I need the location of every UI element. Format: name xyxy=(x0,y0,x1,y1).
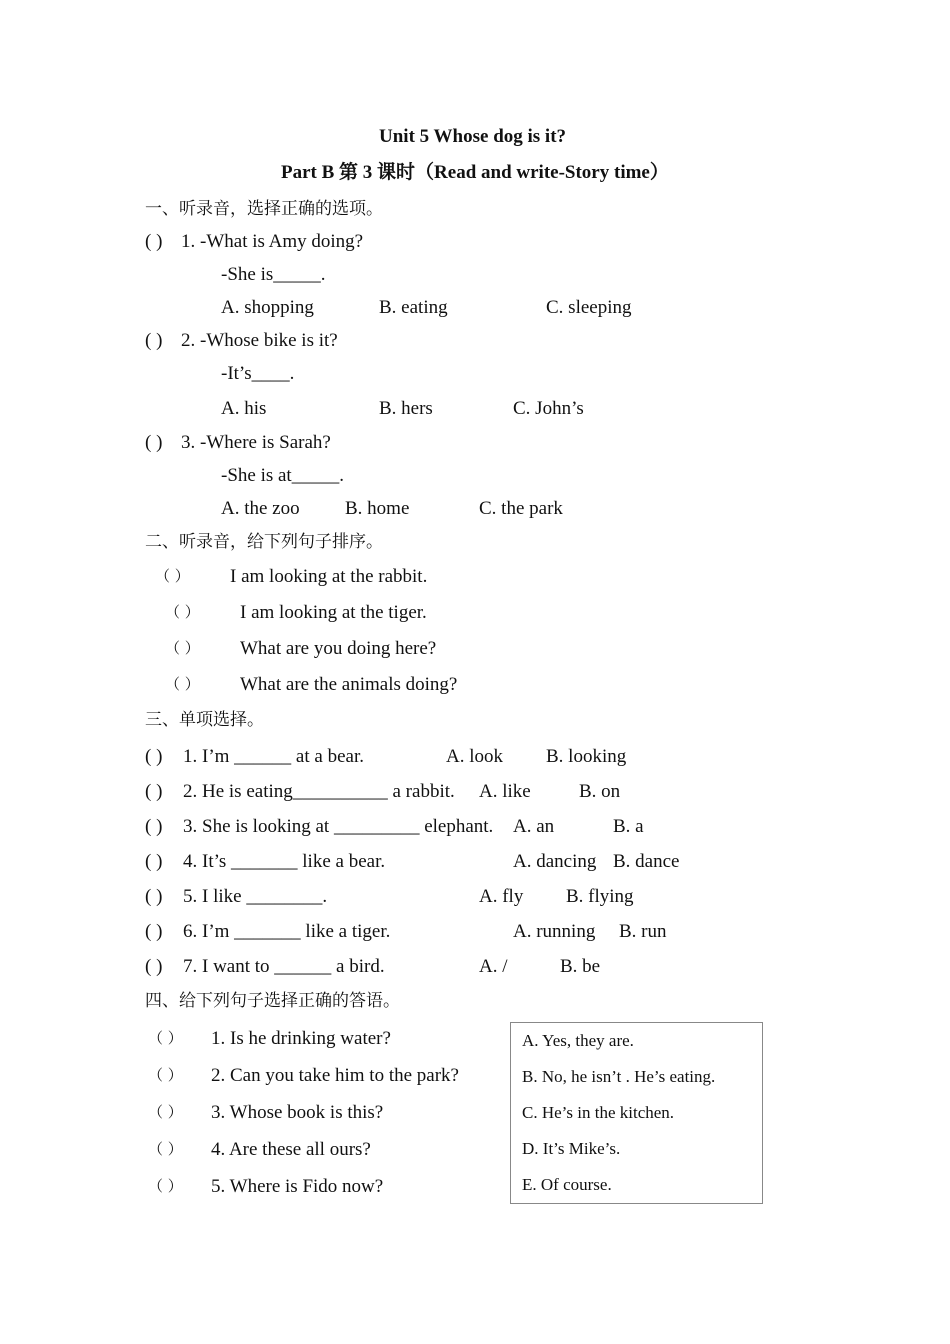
option-b: B. a xyxy=(613,816,644,837)
answer-option: E. Of course. xyxy=(522,1175,612,1194)
answer-blank[interactable]: ( ) xyxy=(145,816,163,837)
answer-option: C. He’s in the kitchen. xyxy=(522,1103,675,1122)
match-blank[interactable]: （ ） xyxy=(148,1066,183,1084)
option-a: A. look xyxy=(446,746,503,767)
page-subtitle: Part B 第 3 课时（Read and write-Story time） xyxy=(281,162,669,183)
question-text: 1. Is he drinking water? xyxy=(211,1028,391,1049)
section4-heading: 四、给下列句子选择正确的答语。 xyxy=(145,991,400,1011)
answer-blank[interactable]: ( ) xyxy=(145,851,163,872)
option-a: A. / xyxy=(479,956,508,977)
question-text: 4. Are these all ours? xyxy=(211,1139,371,1160)
answer-option: D. It’s Mike’s. xyxy=(522,1139,621,1158)
match-blank[interactable]: （ ） xyxy=(148,1177,183,1195)
answer-option: B. No, he isn’t . He’s eating. xyxy=(522,1067,716,1086)
option-a: A. shopping xyxy=(221,297,314,318)
section1-heading: 一、听录音，选择正确的选项。 xyxy=(145,199,383,219)
option-c: C. the park xyxy=(479,498,563,519)
question-answer-line: -She is at_____. xyxy=(221,465,344,486)
sentence-text: What are the animals doing? xyxy=(240,674,458,695)
option-b: B. hers xyxy=(379,398,433,419)
question-text: 2. Can you take him to the park? xyxy=(211,1065,459,1086)
option-a: A. dancing xyxy=(513,851,597,872)
question-text: 1. -What is Amy doing? xyxy=(181,231,364,252)
option-b: B. run xyxy=(619,921,667,942)
question-text: 2. He is eating__________ a rabbit. xyxy=(183,781,455,802)
question-text: 3. She is looking at _________ elephant. xyxy=(183,816,494,837)
order-blank[interactable]: （ ） xyxy=(165,603,200,621)
question-text: 5. I like ________. xyxy=(183,886,328,907)
question-answer-line: -She is_____. xyxy=(221,264,326,285)
order-blank[interactable]: （ ） xyxy=(165,639,200,657)
match-blank[interactable]: （ ） xyxy=(148,1140,183,1158)
question-text: 3. -Where is Sarah? xyxy=(181,432,331,453)
option-a: A. his xyxy=(221,398,267,419)
question-text: 1. I’m ______ at a bear. xyxy=(183,746,364,767)
option-a: A. running xyxy=(513,921,596,942)
match-blank[interactable]: （ ） xyxy=(148,1029,183,1047)
section2-heading: 二、听录音，给下列句子排序。 xyxy=(145,532,383,552)
option-b: B. on xyxy=(579,781,621,802)
sentence-text: I am looking at the tiger. xyxy=(240,602,427,623)
option-b: B. flying xyxy=(566,886,634,907)
answer-option: A. Yes, they are. xyxy=(522,1031,634,1050)
answer-blank[interactable]: ( ) xyxy=(145,432,163,453)
answer-blank[interactable]: ( ) xyxy=(145,746,163,767)
answer-blank[interactable]: ( ) xyxy=(145,330,163,351)
option-a: A. the zoo xyxy=(221,498,300,519)
option-b: B. dance xyxy=(613,851,680,872)
option-b: B. be xyxy=(560,956,601,977)
question-text: 4. It’s _______ like a bear. xyxy=(183,851,386,872)
option-b: B. looking xyxy=(546,746,627,767)
question-text: 3. Whose book is this? xyxy=(211,1102,384,1123)
question-answer-line: -It’s____. xyxy=(221,363,295,384)
sentence-text: What are you doing here? xyxy=(240,638,437,659)
answer-blank[interactable]: ( ) xyxy=(145,921,163,942)
answer-blank[interactable]: ( ) xyxy=(145,886,163,907)
option-a: A. fly xyxy=(479,886,524,907)
order-blank[interactable]: （ ） xyxy=(155,567,190,585)
option-a: A. an xyxy=(513,816,555,837)
answer-blank[interactable]: ( ) xyxy=(145,956,163,977)
question-text: 6. I’m _______ like a tiger. xyxy=(183,921,391,942)
option-b: B. eating xyxy=(379,297,448,318)
order-blank[interactable]: （ ） xyxy=(165,675,200,693)
question-text: 5. Where is Fido now? xyxy=(211,1176,384,1197)
question-text: 7. I want to ______ a bird. xyxy=(183,956,385,977)
question-text: 2. -Whose bike is it? xyxy=(181,330,338,351)
answer-blank[interactable]: ( ) xyxy=(145,781,163,802)
match-blank[interactable]: （ ） xyxy=(148,1103,183,1121)
answer-blank[interactable]: ( ) xyxy=(145,231,163,252)
option-c: C. sleeping xyxy=(546,297,632,318)
answer-options-box xyxy=(510,1022,763,1204)
sentence-text: I am looking at the rabbit. xyxy=(230,566,428,587)
option-b: B. home xyxy=(345,498,410,519)
option-c: C. John’s xyxy=(513,398,584,419)
section3-heading: 三、单项选择。 xyxy=(145,710,264,730)
page-title: Unit 5 Whose dog is it? xyxy=(379,126,567,147)
option-a: A. like xyxy=(479,781,531,802)
